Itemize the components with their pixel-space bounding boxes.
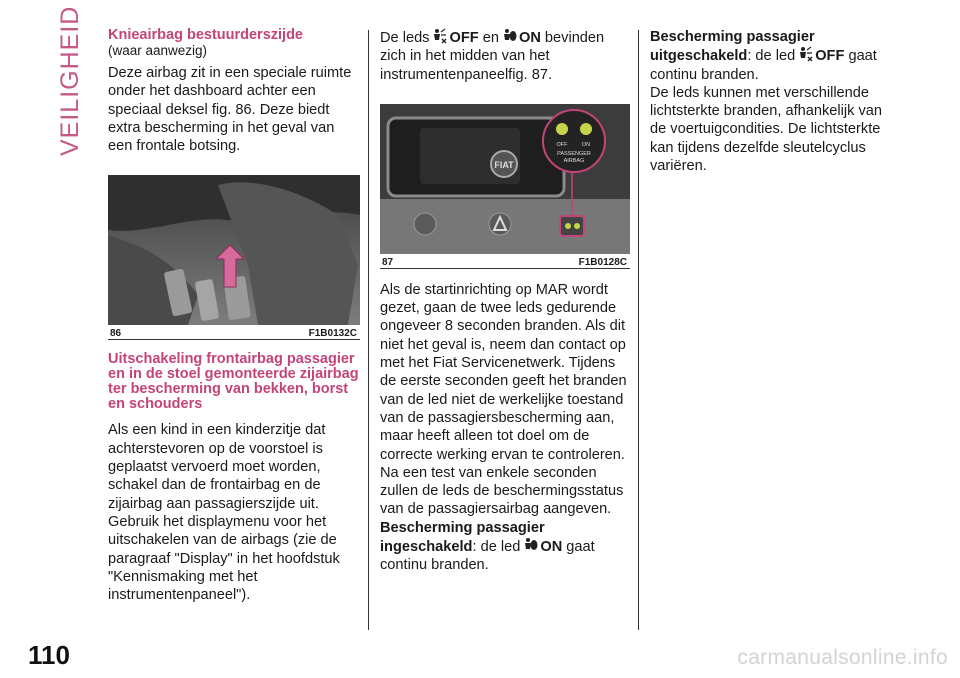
figure-87-caption: [380, 254, 630, 268]
paragraph-protection-on: [380, 519, 630, 575]
figure-number: 86: [110, 328, 122, 340]
paragraph-led-location: [380, 28, 630, 84]
heading-protection-off: Bescherming passagier uitgeschakeld: [650, 29, 815, 65]
off-label: OFF: [815, 48, 845, 65]
column-divider: [368, 30, 369, 630]
column-3: [650, 28, 900, 175]
column-1: [108, 28, 360, 604]
watermark: carmanualsonline.info: [737, 646, 948, 669]
figure-code: F1B0128C: [578, 256, 627, 268]
section-label-text: VEILIGHEID: [56, 5, 84, 156]
text-fragment: : de led: [747, 48, 796, 65]
column-2: [380, 28, 630, 575]
text-fragment: gaat continu branden.: [380, 539, 595, 574]
figure-number: 87: [382, 256, 394, 268]
footwell-illustration: [108, 175, 360, 325]
figure-87: [380, 104, 630, 269]
section-label: [50, 5, 84, 160]
panel-airbag-text: AIRBAG: [563, 157, 585, 164]
subheading-optional: (waar aanwezig): [108, 43, 208, 58]
paragraph-protection-off: [650, 28, 900, 84]
on-label: ON: [540, 539, 563, 556]
svg-text:FIAT: FIAT: [494, 159, 514, 170]
figure-86-image: [108, 175, 360, 325]
dashboard-illustration: [380, 104, 630, 254]
airbag-off-icon: [797, 46, 813, 62]
figure-87-image: [380, 104, 630, 254]
figure-86-caption: [108, 325, 360, 339]
text-fragment: gaat continu branden.: [650, 48, 877, 83]
panel-passenger-text: PASSENGER: [557, 150, 591, 157]
airbag-on-icon: [522, 537, 538, 553]
column-divider: [638, 30, 639, 630]
figure-rule: [108, 339, 360, 340]
figure-code: F1B0132C: [308, 328, 357, 340]
page-number: 110: [28, 640, 70, 670]
figure-86: [108, 175, 360, 340]
paragraph-deactivation: Als een kind in een kinderzitje dat achterstevoren op de voorstoel is geplaatst vervoerd moet worden, schakel dan de frontairbag en de zijairbag aan passagierszijde uit. Gebruik het displaymenu voor het uitschakelen van de airbags (zie de paragraaf "Display" in het hoofdstuk "Kennismaking met het instrumentenpaneel").: [108, 422, 340, 604]
airbag-off-icon: [431, 28, 447, 44]
text-fragment: De leds: [380, 30, 430, 46]
heading-protection-on: Bescherming passagier ingeschakeld: [380, 519, 545, 556]
paragraph-start-test: Als de startinrichting op MAR wordt gezet, gaan de twee leds gedurende ongeveer 8 seconden branden. Als dit niet het geval is, neem dan contact op met het Fiat Servicenetwerk. Tijdens de eerste seconden geeft het branden van de led niet de werkelijke toestand van de passagiersbescherming aan, maar heeft alleen tot doel om de correcte werking ervan te controleren. Na een test van enkele seconden zullen de leds de beschermingsstatus van de passagiersairbag aangeven.: [380, 281, 627, 518]
text-fragment: : de led: [472, 539, 521, 556]
on-label: ON: [518, 30, 541, 46]
panel-off-label: OFF: [556, 141, 568, 148]
panel-on-label: ON: [581, 141, 591, 148]
off-label: OFF: [449, 30, 479, 46]
paragraph-knee-airbag: Deze airbag zit in een speciale ruimte onder het dashboard achter een speciaal deksel fig. 86. Deze biedt extra bescherming in het geval van een frontale botsing.: [108, 65, 352, 155]
text-fragment: bevinden zich in het midden van het instrumentenpaneelfig. 87.: [380, 30, 605, 83]
heading-knee-airbag: Knieairbag bestuurderszijde: [108, 27, 303, 43]
heading-deactivation: Uitschakeling frontairbag passagier en in de stoel gemonteerde zijairbag ter bescherming van bekken, borst en schouders: [108, 351, 359, 413]
text-fragment: en: [482, 30, 499, 46]
airbag-on-icon: [501, 28, 517, 44]
paragraph-brightness: De leds kunnen met verschillende lichtsterkte branden, afhankelijk van de voertuigcondities. De lichtsterkte kan tijdens dezelfde sleutelcyclus variëren.: [650, 84, 883, 175]
figure-rule: [380, 268, 630, 269]
